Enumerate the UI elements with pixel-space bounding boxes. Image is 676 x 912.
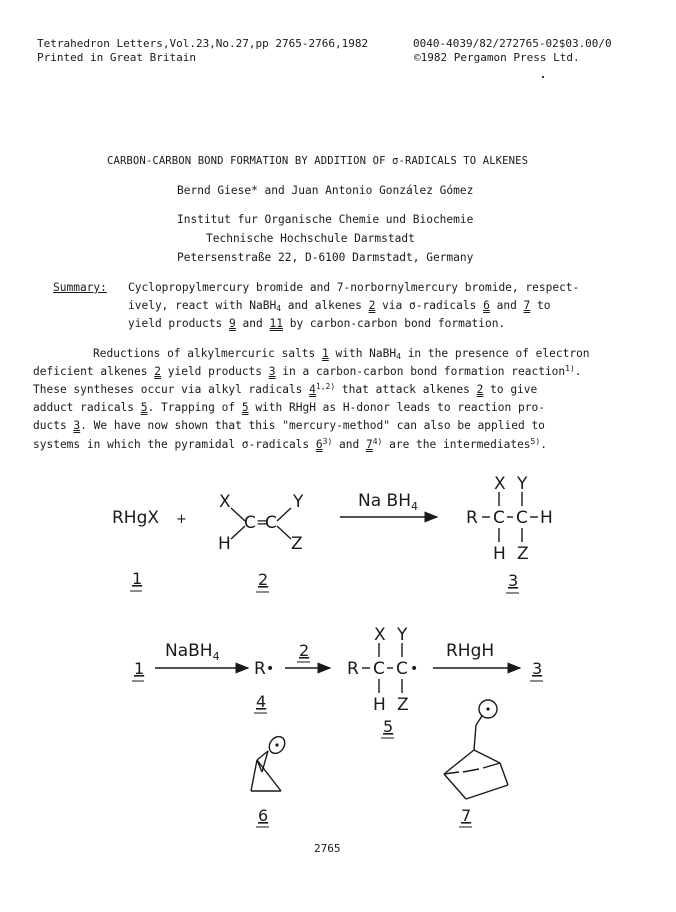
radical5-r: R	[347, 659, 359, 679]
product3-c2: C	[516, 508, 528, 528]
copyright-line: ©1982 Pergamon Press Ltd.	[414, 51, 580, 64]
body-line-3: These syntheses occur via alkyl radicals 4$^{1,2)}$ that attack alkenes 2 to give	[33, 382, 538, 396]
label-5: 5	[383, 717, 394, 736]
label-3b: 3	[532, 659, 543, 678]
product3-h-bottom: H	[493, 544, 506, 564]
alkene-z: Z	[291, 534, 303, 554]
summary-line-3: yield products 9 and 11 by carbon-carbon bond formation.	[128, 317, 506, 330]
alkene-bond-x	[231, 508, 245, 521]
reagent-nabh4-1: Na $BH_4$	[358, 491, 418, 513]
body-line-5: ducts 3. We have now shown that this "mercury-method" can also be applied to	[33, 419, 545, 432]
radical5-h: H	[373, 695, 386, 715]
reagent-2: 2	[299, 641, 310, 660]
radical5-dot: •	[410, 661, 419, 677]
affiliation-line-3: Petersenstraße 22, D-6100 Darmstadt, Germany	[177, 251, 474, 264]
summary-line-1: Cyclopropylmercury bromide and 7-norbornylmercury bromide, respect-	[128, 281, 580, 294]
alkene-y: Y	[293, 492, 304, 512]
reagent-rhgh: RHgH	[446, 641, 495, 661]
radical4-r: R	[254, 659, 266, 679]
reagent-nabh4-2: NaBH$_4$	[165, 641, 220, 663]
radical5-c2: C	[396, 659, 408, 679]
printed-line: Printed in Great Britain	[37, 51, 196, 64]
label-1b: 1	[134, 659, 145, 678]
rhgx-formula: RHgX	[112, 508, 160, 528]
body-line-4: adduct radicals 5. Trapping of 5 with RHgH as H-donor leads to reaction pro-	[33, 401, 545, 414]
summary-label: Summary:	[53, 281, 107, 294]
affiliation-line-2: Technische Hochschule Darmstadt	[206, 232, 415, 245]
page-number: 2765	[314, 842, 341, 855]
body-line-2: deficient alkenes 2 yield products 3 in a carbon-carbon bond formation reaction$^{1)}$.	[33, 364, 582, 378]
label-6: 6	[258, 806, 269, 825]
body-line-6: systems in which the pyramidal σ-radicals 6$^{3)}$ and 7$^{4)}$ are the intermediates$^{5)}$.	[33, 437, 547, 451]
product3-z: Z	[517, 544, 529, 564]
alkene-h: H	[218, 534, 231, 554]
journal-citation: Tetrahedron Letters,Vol.23,No.27,pp 2765-2766,1982	[37, 37, 369, 50]
reaction-scheme	[0, 460, 676, 845]
alkene-bond-y	[277, 508, 291, 521]
label-3: 3	[508, 571, 519, 590]
authors: Bernd Giese* and Juan Antonio González Gómez	[177, 184, 474, 197]
alkene-c1: C	[244, 513, 256, 533]
radical5-x: X	[374, 625, 386, 645]
radical5-c1: C	[373, 659, 385, 679]
article-title: CARBON-CARBON BOND FORMATION BY ADDITION OF σ-RADICALS TO ALKENES	[107, 155, 529, 167]
label-4: 4	[256, 692, 267, 711]
product3-r: R	[466, 508, 478, 528]
product3-c1: C	[493, 508, 505, 528]
alkene-x: X	[219, 492, 231, 512]
product3-y: Y	[517, 474, 528, 494]
alkene-bond-h	[231, 526, 245, 539]
affiliation-line-1: Institut fur Organische Chemie und Biochemie	[177, 213, 474, 226]
radical5-y: Y	[397, 625, 408, 645]
product3-x: X	[494, 474, 506, 494]
label-1: 1	[132, 569, 143, 588]
alkene-double-bond: =	[256, 513, 269, 531]
label-7: 7	[461, 806, 472, 825]
plus-sign: +	[176, 512, 187, 527]
norbornyl-radical-structure	[444, 700, 508, 799]
body-line-1: Reductions of alkylmercuric salts 1 with NaBH$_4$ in the presence of electron	[93, 347, 590, 361]
product3-h-right: H	[540, 508, 553, 528]
alkene-bond-z	[277, 526, 291, 539]
radical5-z: Z	[397, 695, 409, 715]
speck	[542, 76, 544, 78]
cyclopropyl-radical-structure	[251, 734, 288, 791]
label-2: 2	[258, 570, 269, 589]
summary-line-2: ively, react with NaBH$_4$ and alkenes 2 via σ-radicals 6 and 7 to	[128, 299, 551, 313]
radical4-dot: •	[266, 661, 275, 677]
alkene-c2: C	[265, 513, 277, 533]
article-code: 0040-4039/82/272765-02$03.00/0	[413, 37, 612, 50]
